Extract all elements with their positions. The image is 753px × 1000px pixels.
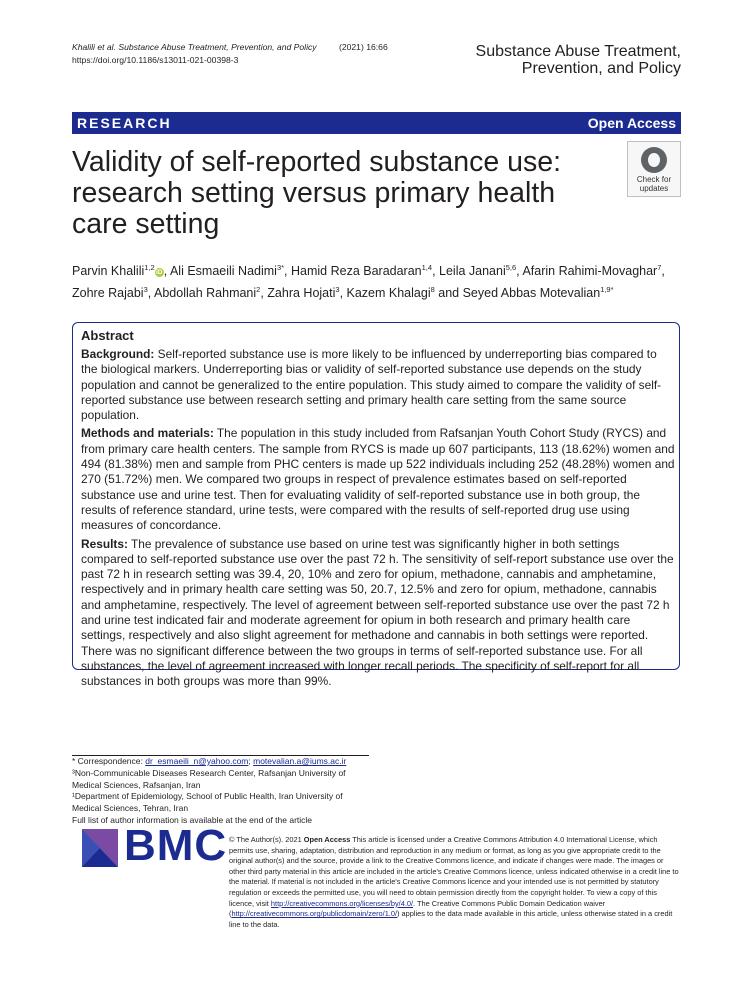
journal-name-line2: Prevention, and Policy	[521, 60, 681, 77]
cc-by-link[interactable]: http://creativecommons.org/licenses/by/4.0/	[270, 898, 414, 908]
author-affiliation: 5,6	[505, 263, 517, 272]
citation-authors: Khalili et al.	[72, 42, 116, 52]
bmc-logo-text: BMC	[124, 821, 228, 870]
author-name[interactable]: Leila Janani	[439, 264, 506, 279]
bmc-logo[interactable]	[80, 821, 228, 875]
background-label: Background:	[81, 347, 155, 361]
license-text	[229, 835, 681, 930]
license-body-2: . The Creative Commons Public Domain Dedication waiver (	[229, 898, 606, 919]
license-body-3: ) applies to the data made available in this article, unless otherwise stated in a credit line to the data.	[229, 909, 673, 929]
author-name[interactable]: Abdollah Rahmani	[154, 285, 257, 300]
author-name[interactable]: Hamid Reza Baradaran	[291, 264, 422, 279]
check-for-updates-badge[interactable]	[627, 141, 681, 197]
abstract-methods	[81, 426, 675, 533]
journal-name-line1: Substance Abuse Treatment,	[475, 43, 681, 60]
methods-text: The population in this study included from Rafsanjan Youth Cohort Study (RYCS) and from primary care health centers. The sample from RYCS is made up 607 participants, 113 (18.62%) women and 494 (81.38%) men and sample from PHC centers is made up 522 individuals including 252 (48.28%) women and 270 (51.72%) men. We compared two groups in respect of prevalence estimates based on self-reported substance use and urine test. Then for evaluating validity of self-reported substance use in both group, the results of reference standard, urine tests, were compared with the results of self-reported drug use using measures of concordance.	[81, 426, 675, 533]
article-title: Validity of self-reported substance use: research setting versus primary health care setting	[72, 146, 561, 240]
crossmark-label-line1: Check for	[636, 175, 672, 184]
abstract-background	[81, 347, 675, 423]
affiliation-3: ³Non-Communicable Diseases Research Center, Rafsanjan University of Medical Sciences, Rafsanjan, Iran	[72, 767, 346, 790]
author-affiliation: 7	[657, 263, 662, 272]
author-name[interactable]: Seyed Abbas Motevalian	[462, 285, 601, 300]
section-label: RESEARCH	[77, 115, 172, 131]
author-name[interactable]: Afarin Rahimi-Movaghar	[522, 264, 658, 279]
correspondence: * Correspondence: dr_esmaeili_n@yahoo.com; motevalian.a@iums.ac.ir	[72, 756, 347, 766]
cc-zero-link[interactable]: http://creativecommons.org/publicdomain/zero/1.0/	[231, 909, 398, 919]
methods-label: Methods and materials:	[81, 426, 214, 441]
copyright: © The Author(s). 2021	[229, 835, 302, 844]
citation-journal: Substance Abuse Treatment, Prevention, and Policy	[118, 42, 317, 52]
results-text: The prevalence of substance use based on urine test was significantly higher in both settings compared to self-reported substance use over the past 72 h. The sensitivity of self-report substance use over the past 72 h in research setting was 39.4, 20, 10% and zero for opium, methadone, cannabis and amphetamine, respectively and in primary health care setting was 50, 20.7, 12.5% and zero for opium, methadone, cannabis and amphetamine, respectively. The level of agreement between self-reported substance use over the past 72 h and urine test indicated fair and moderate agreement for opium in both research and primary health care settings, respectively and also slight agreement for methadone and cannabis in both settings were reported. There was no significant difference between the two groups in terms of self-reported substance use. For all substances, the level of agreement increased with longer recall periods. The specificity of self-report for all substances in both groups was more than 99%.	[81, 536, 674, 689]
author-name[interactable]: Kazem Khalagi	[346, 285, 431, 300]
author-affiliation: 8	[430, 284, 435, 294]
author-affiliation: 3	[335, 284, 340, 294]
doi-link[interactable]: https://doi.org/10.1186/s13011-021-00398-3	[72, 55, 239, 65]
author-affiliation: 3*	[276, 263, 285, 272]
background-text: Self-reported substance use is more likely to be influenced by underreporting bias compared to the biological markers. Underreporting bias or validity of self-reported substance use depends on the study population and cannot be generalized to the entire population. This study aimed to compare the validity of self-reported substance use between research setting and primary health care setting from the same source population.	[81, 347, 662, 423]
abstract-results	[81, 537, 675, 690]
correspondence-label: * Correspondence:	[72, 756, 143, 766]
author-affiliation: 1,2	[144, 263, 155, 272]
author-name[interactable]: Zohre Rajabi	[72, 285, 144, 300]
abstract-box	[72, 322, 680, 689]
citation-year: (2021) 16:66	[338, 42, 388, 52]
crossmark-label-line2: updates	[639, 184, 669, 193]
author-name[interactable]: Ali Esmaeili Nadimi	[169, 264, 277, 279]
journal-name	[440, 43, 681, 77]
crossmark-label	[628, 175, 680, 193]
author-name[interactable]: Parvin Khalili	[72, 264, 145, 279]
affiliation-1: ¹Department of Epidemiology, School of Public Health, Iran University of Medical Sciences, Tehran, Iran	[72, 791, 343, 814]
footnotes	[72, 756, 372, 827]
author-list: Parvin Khalili$^{1,2}$iD, Ali Esmaeili Nadimi$^{3*}$, Hamid Reza Baradaran$^{1,4}$, Leila Janani$^{5,6}$, Afarin Rahimi-Movaghar$^7$, Zohre Rajabi$^3$, Abdollah Rahmani$^2$, Zahra Hojati$^3$, Kazem Khalagi$^8$ and Seyed Abbas Motevalian$^{1,9*}$	[72, 263, 665, 300]
author-info-note: Full list of author information is available at the end of the article	[72, 814, 313, 825]
author-affiliation: 1,9*	[600, 284, 614, 294]
author-affiliation: 1,4	[421, 263, 433, 272]
author-affiliation: 2	[256, 284, 261, 294]
open-access-label[interactable]: Open Access	[587, 115, 676, 131]
orcid-icon[interactable]: iD	[155, 269, 163, 277]
abstract-heading: Abstract	[81, 328, 134, 343]
open-access-heading: Open Access	[303, 835, 351, 844]
email-link[interactable]: dr_esmaeili_n@yahoo.com	[145, 756, 249, 766]
crossmark-icon	[641, 147, 667, 173]
license-body-1: This article is licensed under a Creative Commons Attribution 4.0 International License, which permits use, sharing, adaptation, distribution and reproduction in any medium or format, as long as you give appropriate credit to the original author(s) and the source, provide a link to the Creative Commons licence, and indicate if changes were made. The images or other third party material in this article are included in the article's Creative Commons licence, unless indicated otherwise in a credit line to the material. If material is not included in the article's Creative Commons licence and your intended use is not permitted by statutory regulation or exceeds the permitted use, you will need to obtain permission directly from the copyright holder. To view a copy of this licence, visit	[229, 835, 679, 908]
author-name[interactable]: Zahra Hojati	[267, 285, 336, 300]
email-link[interactable]: motevalian.a@iums.ac.ir	[253, 756, 347, 766]
results-label: Results:	[81, 536, 128, 551]
citation-line	[72, 41, 452, 54]
author-affiliation: 3	[143, 284, 148, 294]
article-type-banner	[72, 112, 681, 134]
